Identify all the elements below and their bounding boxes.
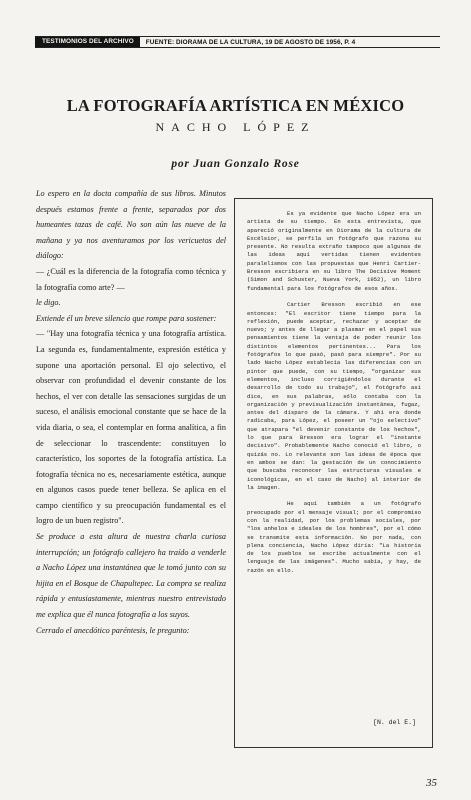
byline: por Juan Gonzalo Rose	[171, 158, 300, 170]
source-label: FUENTE: DIORAMA DE LA CULTURA, 19 DE AGOSTO DE 1956, P. 4	[145, 38, 356, 46]
page-number: 35	[426, 777, 437, 789]
paragraph: — ¿Cuál es la diferencia de la fotografía como técnica y la fotografía como arte? —	[36, 266, 226, 292]
interview-column	[36, 186, 226, 638]
paragraph: Lo espero en la docta compañía de sus libros. Minutos después estamos frente a frente, separados por dos humeantes tazas de café. No son aún las nueve de la mañana y ya nos aventuramos por los vericuetos del diálogo:	[36, 189, 226, 261]
subject-name: NACHO LÓPEZ	[155, 120, 316, 134]
paragraph: Se produce a esta altura de nuestra charla curiosa interrupción; un fotógrafo callejero ha traído a venderle a Nacho López una instantánea que le tomó junto con su hijita en el Bosque de Chapultepec. La compra se realiza rápida y entusiastamente, mientras nuestro entrevistado me explica que él nunca fotografía a los suyos.	[36, 532, 226, 620]
paragraph: Cerrado el anecdótico paréntesis, le pregunto:	[36, 625, 190, 635]
paragraph: le digo.	[36, 298, 61, 308]
paragraph: — "Hay una fotografía técnica y una fotografía artística. La segunda es, fundamentalmente, expresión estética y supone una aportación personal. El ojo selectivo, el observar con profundidad el devenir constante de los hechos, el ver con detalle las sensaciones surgidas de un suceso, el análisis emocional constante que se hace de la vida diaria, o sea, el contemplar en forma analítica, a fin de seleccionar lo trascendente: constituyen lo característico, los soportes de la fotografía artística. La fotografía técnica no es, necesariamente estética, aunque en algunos casos puede tener belleza. Se aplica en el campo científico y su preocupación fundamental es el logro de un buen registro".	[36, 329, 226, 526]
section-label: TESTIMONIOS DEL ARCHIVO	[35, 37, 140, 47]
paragraph: Es ya evidente que Nacho López era un artista de su tiempo. En esta entrevista, que apareció originalmente en Diorama de la cultura de Excélsior, se perfila un fotógrafo que razona su presente. No resulta extraño tampoco que algunas de las ideas aquí vertidas tienen evidentes paralelismos con las propuestas que Henri Cartier-Bresson escribiera en su libro The Decisive Moment (Simon and Schuster, Nueva York, 1952), un libro fundamental para los fotógrafos de esos años.	[247, 210, 421, 292]
paragraph: He aquí también a un fotógrafo preocupado por el mensaje visual; por el compromiso con la realidad, por los problemas sociales, por "los anhelos e ideales de los hombres", por el cómo se transmite esta información. No por nada, con plena conciencia, Nacho López diría: "La historia de los pueblos se escribe actualmente con el lenguaje de las imágenes". Mucho sabía, y hay, de razón en ello.	[247, 500, 421, 574]
editor-signature: [N. del E.]	[373, 719, 416, 726]
paragraph: Cartier Bresson escribió en ese entonces: "El escritor tiene tiempo para la reflexión, puede aceptar, rechazar y aceptar de nuevo; y antes de llegar a plasmar en el papel sus pensamientos tiene la ventaja de poder reunir los distintos elementos pertinentes... Para los fotógrafos lo que pasó, pasó para siempre". Por su lado Nacho López establecía las diferencias con un pintor que puede, con su tiempo, "organizar sus elementos, incluso corrigiéndolos durante el desarrollo de todo su trabajo", el fotógrafo así dice, en sus palabras, sólo contaba con la organización y previsualización instantánea, fugaz, antes del disparo de la cámara. Y ahí era donde radicaba, para López, el poseer un "ojo selectivo" que atrapara "el devenir constante de los hechos", lo que para Bresson era lograr el "instante decisivo". Probablemente Nacho conoció el libro, o quizás no. Lo relevante son las ideas de época que en ambos se dan: la gestación de un conocimiento que buscaba reconocer las estructuras visuales e iconológicas, en el caso de Nacho) al interior de la imagen.	[247, 301, 421, 491]
paragraph: Extiende él un breve silencio que rompe para sostener:	[36, 313, 217, 323]
header-bar	[35, 36, 440, 48]
editor-note-text	[247, 210, 421, 575]
article-title: LA FOTOGRAFÍA ARTÍSTICA EN MÉXICO	[66, 96, 405, 115]
editor-note-box	[234, 198, 433, 748]
